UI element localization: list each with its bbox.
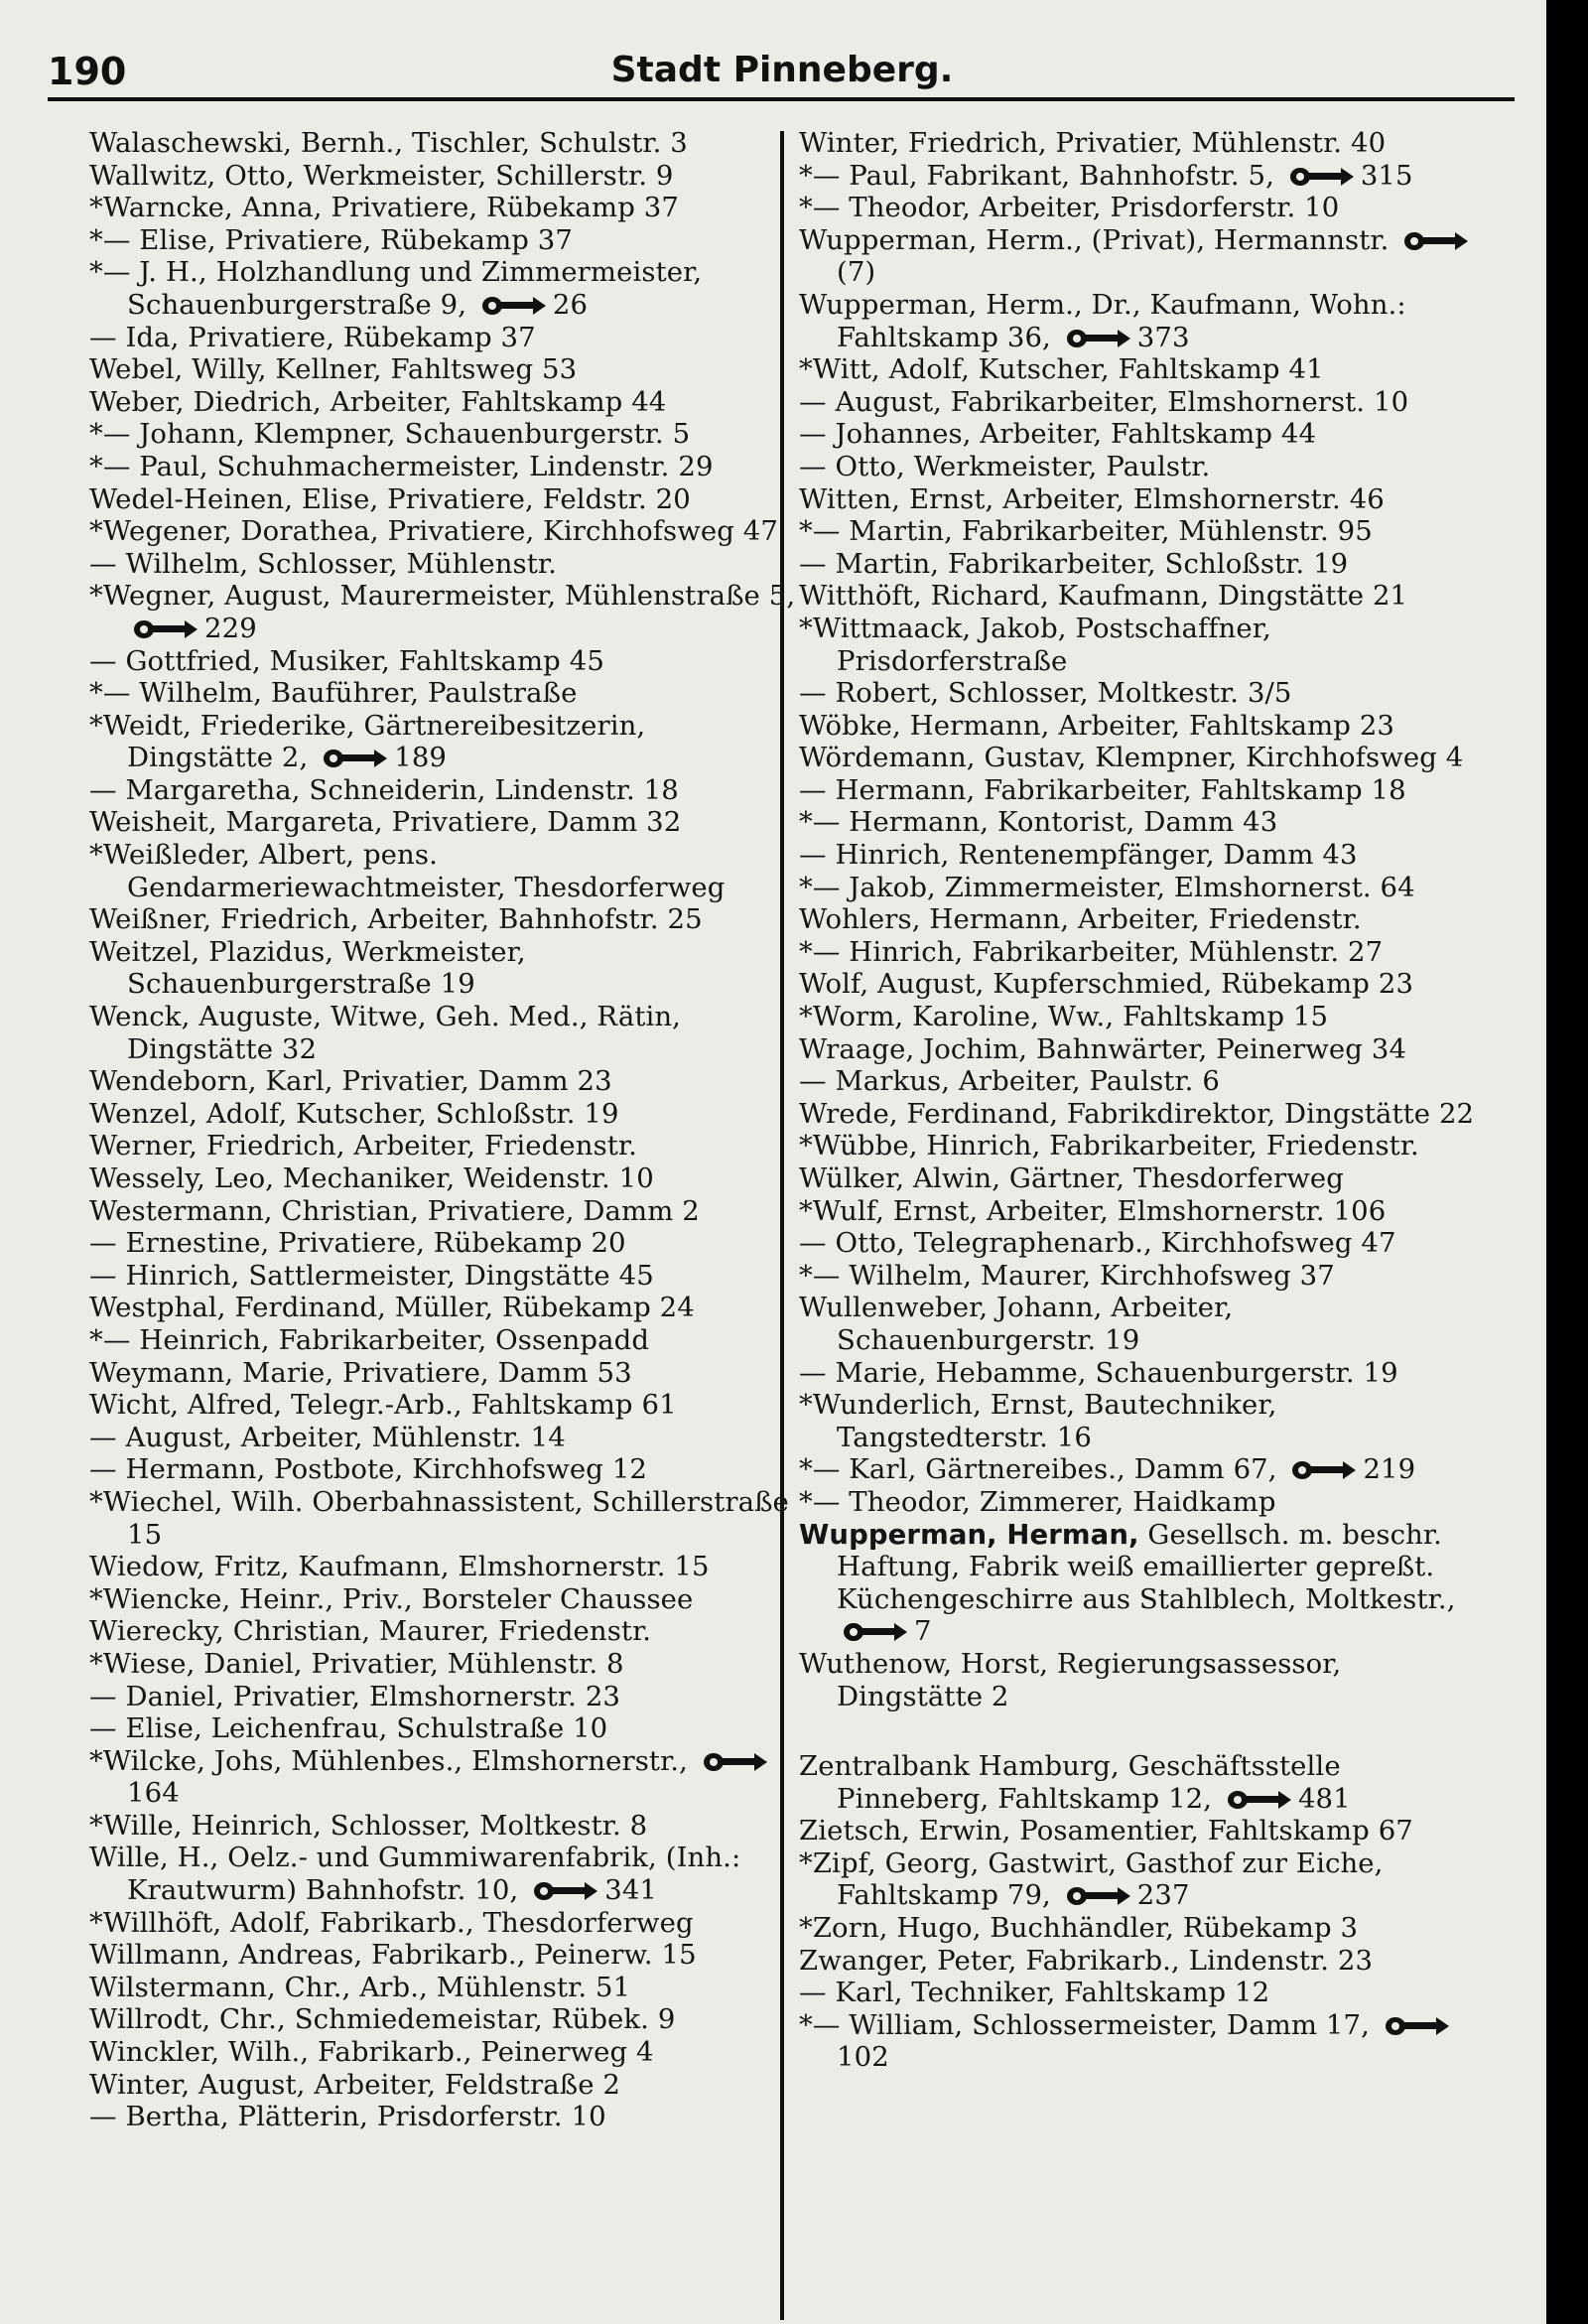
phone-number: (7) [837, 256, 876, 289]
entry-text: — Daniel, Privatier, Elmshornerstr. 23 [89, 1680, 621, 1712]
phone-number: 315 [1360, 159, 1413, 192]
directory-entry [89, 774, 796, 807]
directory-entry [89, 483, 796, 516]
directory-entry [89, 806, 796, 839]
entry-text: Willrodt, Chr., Schmiedemeistar, Rübek. 9 [89, 2003, 676, 2036]
directory-entry [799, 1033, 1494, 1066]
entry-text: Wenzel, Adolf, Kutscher, Schloßstr. 19 [89, 1097, 619, 1130]
entry-text: — Otto, Telegraphenarb., Kirchhofsweg 47 [799, 1227, 1396, 1260]
directory-entry [89, 1939, 796, 1972]
directory-entry [799, 1065, 1494, 1098]
entry-text: Wilstermann, Chr., Arb., Mühlenstr. 51 [89, 1971, 631, 2003]
entry-text: *Worm, Karoline, Ww., Fahltskamp 15 [799, 1001, 1329, 1033]
directory-entry [89, 1453, 796, 1486]
directory-entry [799, 1357, 1494, 1390]
directory-entry [799, 1648, 1494, 1712]
telephone-icon [133, 618, 198, 640]
entry-text: — Bertha, Plätterin, Prisdorferstr. 10 [89, 2101, 606, 2133]
directory-entry [799, 1001, 1494, 1033]
phone-number: 237 [1136, 1879, 1190, 1912]
directory-entry [799, 224, 1494, 289]
company-name: Wupperman, Herman, [799, 1518, 1139, 1551]
directory-entry [799, 677, 1494, 710]
phone-number: 341 [604, 1874, 658, 1907]
directory-entry [89, 1583, 796, 1616]
entry-text: — Markus, Arbeiter, Paulstr. 6 [799, 1065, 1220, 1098]
phone-number: 481 [1297, 1782, 1351, 1815]
entry-text: — Ernestine, Privatiere, Rübekamp 20 [89, 1227, 626, 1260]
directory-entry [799, 1130, 1494, 1162]
entry-text: Wupperman, Herm., Dr., Kaufmann, Wohn.: Fahltskamp 36, [799, 288, 1406, 353]
entry-text: Westermann, Christian, Privatiere, Damm 2 [89, 1194, 700, 1227]
directory-entry [89, 1260, 796, 1293]
directory-entry [89, 580, 796, 644]
directory-entry [89, 1227, 796, 1260]
entry-text: Zentralbank Hamburg, Geschäftsstelle Pinneberg, Fahltskamp 12, [799, 1750, 1341, 1815]
directory-entry [89, 1972, 796, 2004]
entry-text: *— Paul, Schuhmachermeister, Lindenstr. 29 [89, 450, 714, 482]
entry-text: Weber, Diedrich, Arbeiter, Fahltskamp 44 [89, 385, 667, 418]
entry-text: *Wunderlich, Ernst, Bautechniker, Tangstedterstr. 16 [799, 1389, 1277, 1453]
directory-entry [799, 1292, 1494, 1356]
telephone-icon [323, 748, 388, 769]
entry-text: *— Heinrich, Fabrikarbeiter, Ossenpadd [89, 1323, 650, 1356]
directory-entry [89, 1162, 796, 1195]
entry-text: Wallwitz, Otto, Werkmeister, Schillerstr. 9 [89, 159, 674, 192]
directory-entry [89, 160, 796, 193]
directory-entry [89, 192, 796, 224]
directory-entry [89, 1681, 796, 1713]
entry-text: Wierecky, Christian, Maurer, Friedenstr. [89, 1615, 652, 1648]
entry-text: Wedel-Heinen, Elise, Privatiere, Feldstr. 20 [89, 482, 691, 515]
phone-number: 164 [127, 1777, 180, 1810]
directory-entry [89, 2101, 796, 2133]
telephone-icon [1289, 166, 1355, 188]
entry-text: *— Wilhelm, Bauführer, Paulstraße [89, 677, 578, 710]
entry-text: Wessely, Leo, Mechaniker, Weidenstr. 10 [89, 1162, 654, 1194]
directory-entry [89, 1065, 796, 1098]
entry-text: Weißner, Friedrich, Arbeiter, Bahnhofstr. 25 [89, 903, 703, 936]
telephone-icon [1403, 230, 1469, 252]
directory-entry [89, 1615, 796, 1648]
directory-entry [89, 2003, 796, 2036]
directory-entry [89, 710, 796, 774]
directory-entry [799, 872, 1494, 904]
entry-text: Wicht, Alfred, Telegr.-Arb., Fahltskamp 61 [89, 1389, 677, 1422]
entry-text: *— Elise, Privatiere, Rübekamp 37 [89, 223, 573, 256]
entry-text: *— Theodor, Zimmerer, Haidkamp [799, 1485, 1276, 1518]
entry-text: Gesellsch. m. beschr. Haftung, Fabrik weiß emaillierter gepreßt. Küchengeschirre aus Stahlblech, Moltkestr., [837, 1518, 1456, 1615]
directory-entry [799, 1977, 1494, 2009]
entry-text: Wöbke, Hermann, Arbeiter, Fahltskamp 23 [799, 709, 1395, 742]
directory-entry [89, 256, 796, 321]
entry-text: — Margaretha, Schneiderin, Lindenstr. 18 [89, 773, 679, 806]
phone-number: 102 [837, 2041, 889, 2074]
directory-entry [799, 418, 1494, 451]
entry-text: *Wegner, August, Maurermeister, Mühlenstraße 5, [89, 580, 796, 613]
entry-text: Wolf, August, Kupferschmied, Rübekamp 23 [799, 968, 1414, 1001]
entry-text: *Zorn, Hugo, Buchhändler, Rübekamp 3 [799, 1912, 1359, 1945]
directory-entry [799, 386, 1494, 419]
entry-text: *— Hermann, Kontorist, Damm 43 [799, 806, 1278, 839]
entry-text: *— Wilhelm, Maurer, Kirchhofsweg 37 [799, 1259, 1335, 1292]
directory-entry [799, 127, 1494, 160]
directory-entry [799, 1519, 1494, 1648]
directory-entry [89, 1712, 796, 1745]
directory-entry [89, 1357, 796, 1390]
directory-entry [799, 1815, 1494, 1847]
entry-text: Westphal, Ferdinand, Müller, Rübekamp 24 [89, 1292, 695, 1324]
entry-text: Winter, August, Arbeiter, Feldstraße 2 [89, 2068, 621, 2101]
directory-entry [799, 710, 1494, 743]
header-rule [48, 97, 1515, 101]
page-header [48, 50, 1517, 99]
directory-entry [89, 936, 796, 1001]
directory-entry [799, 742, 1494, 774]
directory-entry [89, 1745, 796, 1810]
directory-entry [89, 1098, 796, 1131]
entry-text: — Otto, Werkmeister, Paulstr. [799, 450, 1211, 482]
entry-text: Walaschewski, Bernh., Tischler, Schulstr. 3 [89, 127, 688, 159]
directory-entry [799, 2009, 1494, 2074]
entry-text: Zwanger, Peter, Fabrikarb., Lindenstr. 23 [799, 1944, 1374, 1977]
entry-text: — August, Arbeiter, Mühlenstr. 14 [89, 1421, 566, 1453]
telephone-icon [703, 1751, 768, 1773]
directory-entry [89, 548, 796, 581]
directory-entry [799, 1098, 1494, 1131]
entry-text: — Marie, Hebamme, Schauenburgerstr. 19 [799, 1356, 1398, 1389]
directory-entry [89, 1001, 796, 1065]
entry-text: *Weißleder, Albert, pens. Gendarmeriewachtmeister, Thesdorferweg [89, 839, 726, 903]
entry-text: *Willhöft, Adolf, Fabrikarb., Thesdorferweg [89, 1906, 694, 1939]
telephone-icon [1066, 328, 1131, 349]
entry-text: Wördemann, Gustav, Klempner, Kirchhofsweg 4 [799, 742, 1464, 774]
directory-entry [799, 353, 1494, 386]
entry-text: *— William, Schlossermeister, Damm 17, [799, 2008, 1370, 2041]
directory-entry [799, 289, 1494, 353]
directory-entry [89, 224, 796, 257]
directory-entry [799, 548, 1494, 581]
directory-entry [799, 1486, 1494, 1519]
entry-text: Zietsch, Erwin, Posamentier, Fahltskamp 67 [799, 1815, 1413, 1847]
entry-text: — Elise, Leichenfrau, Schulstraße 10 [89, 1712, 608, 1745]
entry-text: *— Karl, Gärtnereibes., Damm 67, [799, 1453, 1277, 1486]
directory-entry [799, 1162, 1494, 1195]
directory-entry [89, 127, 796, 160]
directory-entry [799, 1945, 1494, 1978]
entry-text: Winter, Friedrich, Privatier, Mühlenstr. 40 [799, 127, 1387, 159]
entry-text: Wille, H., Oelz.- und Gummiwarenfabrik, (Inh.: Krautwurm) Bahnhofstr. 10, [89, 1842, 741, 1907]
entry-text: *— Johann, Klempner, Schauenburgerstr. 5 [89, 418, 691, 451]
telephone-icon [1385, 2015, 1450, 2037]
entry-text: — Robert, Schlosser, Moltkestr. 3/5 [799, 677, 1292, 710]
telephone-icon [1291, 1459, 1357, 1481]
entry-text: Wülker, Alwin, Gärtner, Thesdorferweg [799, 1162, 1344, 1194]
entry-text: *Wübbe, Hinrich, Fabrikarbeiter, Friedenstr. [799, 1130, 1419, 1162]
entry-text: — Karl, Techniker, Fahltskamp 12 [799, 1977, 1270, 2009]
entry-text: Wohlers, Hermann, Arbeiter, Friedenstr. [799, 903, 1362, 936]
entry-text: — Hinrich, Sattlermeister, Dingstätte 45 [89, 1259, 654, 1292]
directory-entry [799, 580, 1494, 613]
directory-entry [799, 451, 1494, 483]
entry-text: Weisheit, Margareta, Privatiere, Damm 32 [89, 806, 682, 839]
entry-text: *— Paul, Fabrikant, Bahnhofstr. 5, [799, 159, 1274, 192]
directory-entry [89, 903, 796, 936]
entry-text: *— Jakob, Zimmermeister, Elmshornerst. 64 [799, 871, 1415, 903]
entry-text: Weitzel, Plazidus, Werkmeister, Schauenburgerstraße 19 [89, 935, 526, 1001]
directory-entry [799, 1453, 1494, 1486]
telephone-icon [533, 1880, 598, 1902]
entry-text: *Wiese, Daniel, Privatier, Mühlenstr. 8 [89, 1647, 624, 1680]
directory-entry [799, 839, 1494, 872]
directory-entry [799, 1260, 1494, 1293]
entry-text: *Weidt, Friederike, Gärtnereibesitzerin, Dingstätte 2, [89, 709, 646, 774]
page-number: 190 [48, 50, 127, 93]
entry-text: — Ida, Privatiere, Rübekamp 37 [89, 321, 536, 353]
directory-entry [799, 1912, 1494, 1945]
directory-entry [799, 936, 1494, 969]
telephone-icon [1066, 1885, 1131, 1907]
entry-text: — August, Fabrikarbeiter, Elmshornerst. 10 [799, 385, 1409, 418]
entry-text: Wullenweber, Johann, Arbeiter, Schauenburgerstr. 19 [799, 1292, 1234, 1356]
page-title: Stadt Pinneberg. [610, 50, 954, 90]
directory-entry [89, 353, 796, 386]
phone-number: 229 [204, 612, 257, 644]
entry-text: Wupperman, Herm., (Privat), Hermannstr. [799, 223, 1390, 256]
telephone-icon [481, 295, 547, 317]
directory-entry [89, 1422, 796, 1454]
directory-entry [799, 1227, 1494, 1260]
directory-entry [799, 1750, 1494, 1815]
directory-entry [89, 1486, 796, 1551]
entry-text: *Wilcke, Johs, Mühlenbes., Elmshornerstr., [89, 1744, 688, 1777]
directory-entry [89, 386, 796, 419]
directory-entry [799, 1389, 1494, 1453]
directory-entry [799, 806, 1494, 839]
directory-entry [799, 968, 1494, 1001]
directory-entry [799, 903, 1494, 936]
entry-text: — Wilhelm, Schlosser, Mühlenstr. [89, 547, 557, 580]
entry-text: Wrede, Ferdinand, Fabrikdirektor, Dingstätte 22 [799, 1097, 1475, 1130]
entry-text: *Wiechel, Wilh. Oberbahnassistent, Schillerstraße 15 [89, 1485, 789, 1551]
entry-text: *— Martin, Fabrikarbeiter, Mühlenstr. 95 [799, 515, 1373, 548]
phone-number: 7 [914, 1615, 932, 1648]
entry-text: Witten, Ernst, Arbeiter, Elmshornerstr. 46 [799, 482, 1385, 515]
entry-text: Wendeborn, Karl, Privatier, Damm 23 [89, 1065, 612, 1098]
directory-entry [89, 1907, 796, 1940]
entry-text: *Witt, Adolf, Kutscher, Fahltskamp 41 [799, 353, 1324, 386]
telephone-icon [843, 1621, 908, 1643]
scan-edge [1546, 0, 1588, 2324]
entry-text: *Wiencke, Heinr., Priv., Borsteler Chaussee [89, 1582, 694, 1615]
directory-entry [799, 1847, 1494, 1912]
directory-entry [89, 1389, 796, 1422]
entry-text: — Martin, Fabrikarbeiter, Schloßstr. 19 [799, 547, 1349, 580]
directory-entry [799, 192, 1494, 224]
directory-entry [799, 613, 1494, 677]
entry-text: *— J. H., Holzhandlung und Zimmermeister, Schauenburgerstraße 9, [89, 256, 703, 321]
entry-text: *Wittmaack, Jakob, Postschaffner, Prisdorferstraße [799, 612, 1271, 677]
phone-number: 189 [394, 742, 448, 774]
directory-entry [89, 2069, 796, 2102]
directory-entry [799, 1195, 1494, 1228]
directory-entry [89, 1324, 796, 1357]
directory-entry [799, 774, 1494, 807]
directory-entry [89, 677, 796, 710]
entry-text: — Johannes, Arbeiter, Fahltskamp 44 [799, 418, 1317, 451]
directory-entry [799, 483, 1494, 516]
entry-text: — Hermann, Postbote, Kirchhofsweg 12 [89, 1453, 648, 1486]
directory-entry [799, 160, 1494, 193]
entry-text: Willmann, Andreas, Fabrikarb., Peinerw. 15 [89, 1939, 697, 1972]
entry-text: Webel, Willy, Kellner, Fahltsweg 53 [89, 353, 578, 386]
telephone-icon [1227, 1789, 1292, 1811]
entry-text: Wenck, Auguste, Witwe, Geh. Med., Rätin, Dingstätte 32 [89, 1001, 682, 1065]
entry-text: *Zipf, Georg, Gastwirt, Gasthof zur Eiche, Fahltskamp 79, [799, 1846, 1384, 1912]
phone-number: 219 [1363, 1453, 1416, 1486]
entry-text: — Hermann, Fabrikarbeiter, Fahltskamp 18 [799, 773, 1406, 806]
directory-entry [89, 1648, 796, 1681]
directory-entry [89, 1292, 796, 1324]
directory-entry [799, 515, 1494, 548]
entry-text: Wiedow, Fritz, Kaufmann, Elmshornerstr. 15 [89, 1551, 710, 1583]
phone-number: 373 [1136, 321, 1190, 353]
directory-entry [89, 2036, 796, 2069]
entry-text: *— Hinrich, Fabrikarbeiter, Mühlenstr. 27 [799, 935, 1384, 968]
entry-text: *Wulf, Ernst, Arbeiter, Elmshornerstr. 106 [799, 1194, 1387, 1227]
directory-entry [89, 1810, 796, 1843]
entry-text: — Gottfried, Musiker, Fahltskamp 45 [89, 644, 604, 677]
entry-text: *Wegener, Dorathea, Privatiere, Kirchhofsweg 47 [89, 515, 778, 548]
entry-text: — Hinrich, Rentenempfänger, Damm 43 [799, 839, 1358, 872]
entry-text: Wuthenow, Horst, Regierungsassessor, Dingstätte 2 [799, 1647, 1342, 1712]
directory-entry [89, 1130, 796, 1162]
directory-entry [89, 645, 796, 678]
right-column [799, 127, 1494, 2074]
directory-entry [89, 451, 796, 483]
phone-number: 26 [552, 288, 589, 321]
directory-entry [89, 322, 796, 354]
directory-entry [89, 515, 796, 548]
directory-entry [89, 839, 796, 903]
entry-text: Werner, Friedrich, Arbeiter, Friedenstr. [89, 1130, 637, 1162]
entry-text: Winckler, Wilh., Fabrikarb., Peinerweg 4 [89, 2036, 654, 2069]
directory-entry [89, 1842, 796, 1906]
entry-text: *— Theodor, Arbeiter, Prisdorferstr. 10 [799, 192, 1340, 224]
entry-text: Weymann, Marie, Privatiere, Damm 53 [89, 1356, 632, 1389]
directory-entry [89, 418, 796, 451]
entry-text: Witthöft, Richard, Kaufmann, Dingstätte 21 [799, 580, 1408, 613]
entry-text: *Warncke, Anna, Privatiere, Rübekamp 37 [89, 192, 679, 224]
directory-entry [89, 1551, 796, 1583]
entry-text: Wraage, Jochim, Bahnwärter, Peinerweg 34 [799, 1032, 1407, 1065]
directory-entry [89, 1195, 796, 1228]
left-column [89, 127, 796, 2133]
entry-text: *Wille, Heinrich, Schlosser, Moltkestr. 8 [89, 1809, 648, 1842]
